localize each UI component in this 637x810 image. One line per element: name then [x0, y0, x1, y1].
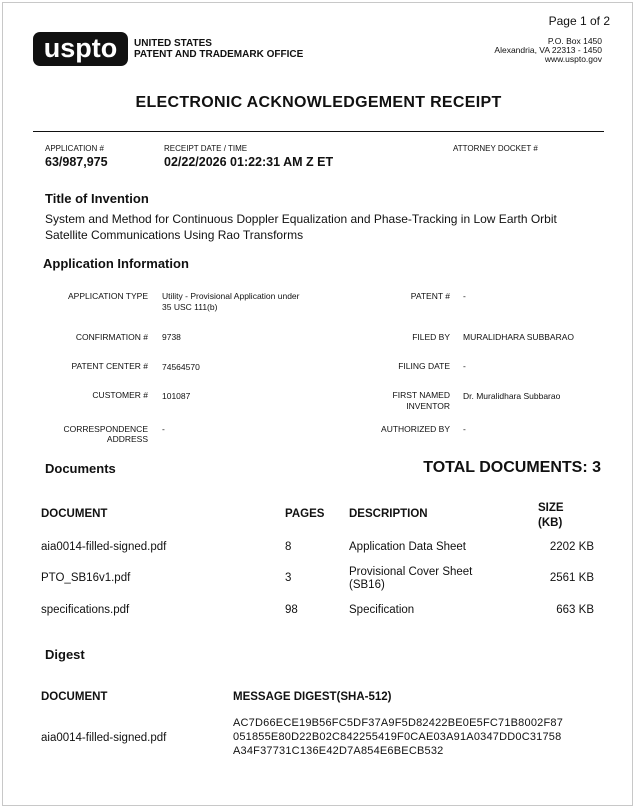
document-pages: 98 — [285, 604, 298, 616]
filing-date-value: - — [463, 361, 466, 371]
correspondence-address-value: - — [162, 424, 165, 434]
description-line-2: (SB16) — [349, 579, 385, 591]
total-documents: TOTAL DOCUMENTS: 3 — [423, 459, 601, 476]
digest-line-3: A34F37731C136E42D7A854E6BECB532 — [233, 745, 444, 757]
patent-center-label: PATENT CENTER # — [71, 361, 148, 371]
correspondence-address-label — [63, 424, 148, 444]
attorney-docket-label: ATTORNEY DOCKET # — [453, 144, 538, 153]
office-line-2: PATENT AND TRADEMARK OFFICE — [134, 49, 304, 60]
confirmation-label: CONFIRMATION # — [75, 332, 148, 342]
document-size: 2561 KB — [549, 572, 594, 584]
confirmation-value: 9738 — [162, 332, 181, 342]
application-type-label: APPLICATION TYPE — [68, 291, 148, 301]
application-type-line-2: 35 USC 111(b) — [162, 302, 218, 312]
filed-by-label: FILED BY — [412, 332, 450, 342]
digest-heading: Digest — [45, 647, 85, 662]
correspondence-label-line-1: CORRESPONDENCE — [63, 424, 148, 434]
authorized-by-value: - — [463, 424, 466, 434]
digest-line-2: 051855E80D22B02C842255419F0CAE03A91A0347DD0C31758 — [233, 731, 562, 743]
documents-col-pages: PAGES — [285, 508, 325, 520]
office-name — [134, 38, 303, 60]
documents-col-document: DOCUMENT — [41, 508, 108, 520]
document-title: ELECTRONIC ACKNOWLEDGEMENT RECEIPT — [135, 94, 502, 111]
document-description: Specification — [349, 604, 415, 616]
page-border — [2, 2, 633, 806]
receipt-date-value: 02/22/2026 01:22:31 AM Z ET — [164, 155, 334, 169]
receipt-date-label: RECEIPT DATE / TIME — [164, 144, 248, 153]
address-website: www.uspto.gov — [544, 54, 602, 64]
authorized-by-label: AUTHORIZED BY — [381, 424, 450, 434]
application-number-label: APPLICATION # — [45, 144, 104, 153]
document-pages: 3 — [285, 572, 292, 584]
document-size: 2202 KB — [549, 541, 594, 553]
invention-heading: Title of Invention — [45, 191, 149, 206]
sha512-digest — [233, 716, 563, 758]
document-description: Application Data Sheet — [349, 541, 466, 553]
first-named-label-line-2: INVENTOR — [406, 401, 450, 411]
description-line-1: Provisional Cover Sheet — [349, 566, 473, 578]
documents-col-description: DESCRIPTION — [349, 508, 428, 520]
application-type-value — [162, 291, 299, 313]
digest-col-document: DOCUMENT — [41, 691, 108, 703]
address-line-2: Alexandria, VA 22313 - 1450 — [494, 45, 602, 55]
documents-col-size-line-1: SIZE — [538, 502, 564, 514]
correspondence-label-line-2: ADDRESS — [106, 434, 148, 444]
filing-date-label: FILING DATE — [398, 361, 450, 371]
document-name: specifications.pdf — [41, 604, 130, 616]
customer-label: CUSTOMER # — [92, 390, 148, 400]
page-number: Page 1 of 2 — [548, 14, 610, 28]
application-type-line-1: Utility - Provisional Application under — [162, 291, 300, 301]
patent-center-value: 74564570 — [162, 362, 200, 372]
document-size: 663 KB — [556, 604, 594, 616]
title-divider — [33, 131, 604, 132]
documents-heading: Documents — [45, 461, 116, 476]
application-info-heading: Application Information — [43, 256, 189, 271]
application-number-value: 63/987,975 — [45, 155, 108, 169]
patent-number-value: - — [463, 291, 466, 301]
documents-col-size-line-2: (KB) — [538, 517, 563, 529]
invention-title-line-1: System and Method for Continuous Doppler Equalization and Phase-Tracking in Low Earth Orbit — [45, 212, 557, 226]
document-name: aia0014-filled-signed.pdf — [41, 541, 167, 553]
first-named-label-line-1: FIRST NAMED — [392, 390, 450, 400]
digest-document-name: aia0014-filled-signed.pdf — [41, 732, 167, 744]
uspto-logo: uspto — [33, 32, 128, 66]
document-name: PTO_SB16v1.pdf — [41, 572, 131, 584]
document-pages: 8 — [285, 541, 292, 553]
invention-title-line-2: Satellite Communications Using Rao Transforms — [45, 228, 304, 242]
customer-value: 101087 — [162, 391, 191, 401]
office-address — [494, 37, 602, 64]
address-line-1: P.O. Box 1450 — [547, 36, 602, 46]
document-description — [349, 566, 472, 592]
patent-number-label: PATENT # — [410, 291, 450, 301]
first-named-inventor-value: Dr. Muralidhara Subbarao — [463, 391, 561, 401]
office-line-1: UNITED STATES — [134, 38, 212, 49]
digest-line-1: AC7D66ECE19B56FC5DF37A9F5D82422BE0E5FC71B8002F87 — [233, 717, 564, 729]
documents-col-size — [538, 501, 564, 531]
first-named-inventor-label — [393, 390, 450, 412]
digest-col-message-digest: MESSAGE DIGEST(SHA-512) — [233, 691, 392, 703]
filed-by-value: MURALIDHARA SUBBARAO — [463, 332, 574, 342]
